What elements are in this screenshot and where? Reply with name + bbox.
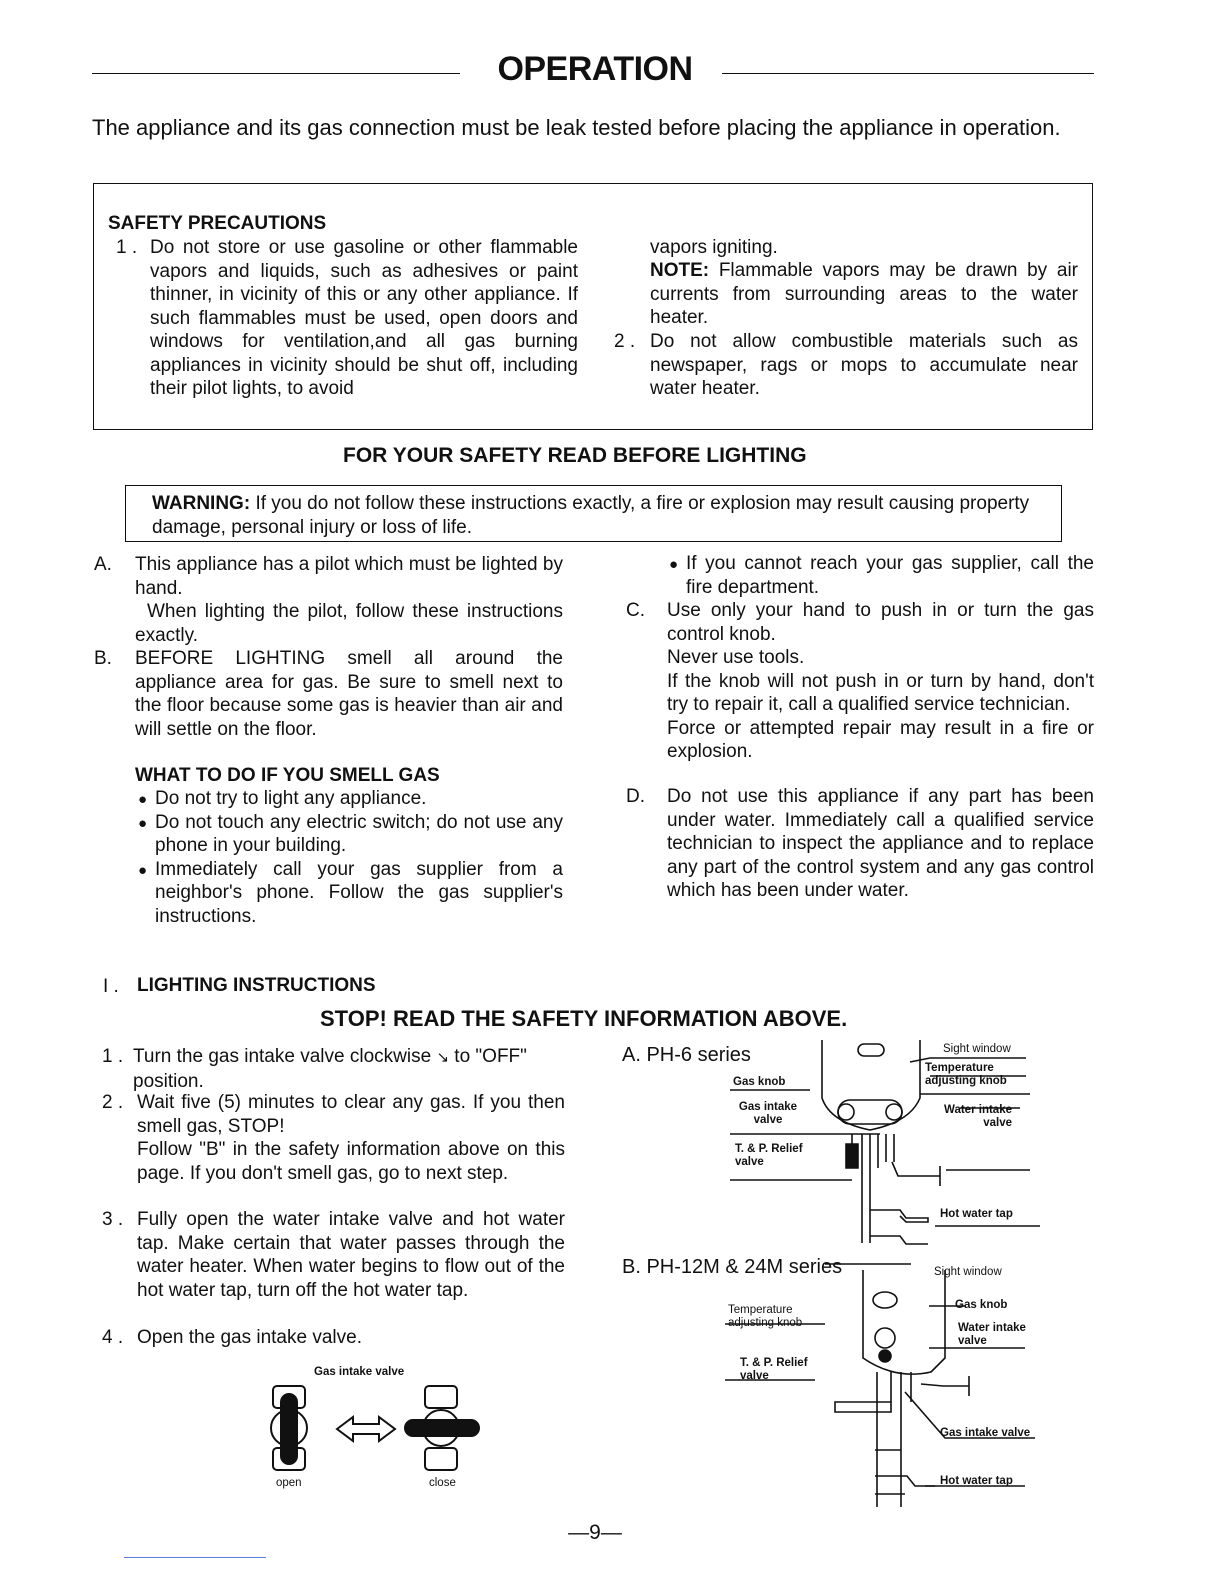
lighting-section-title: LIGHTING INSTRUCTIONS (137, 975, 376, 996)
page-title: OPERATION (497, 50, 693, 88)
item-c-letter: C. (626, 600, 645, 621)
b-tp-relief-valve-label: T. & P. Relief valve (740, 1357, 808, 1382)
warning-label: WARNING: (152, 493, 251, 514)
header-rule-left (92, 73, 460, 74)
step-2-number: 2 . (102, 1092, 124, 1113)
double-arrow-icon (337, 1417, 395, 1441)
stop-heading: STOP! READ THE SAFETY INFORMATION ABOVE. (320, 1006, 848, 1031)
b-temperature-knob-label: Temperature adjusting knob (728, 1304, 803, 1329)
valve-close-label: close (429, 1477, 456, 1489)
step-2-line-1: Wait five (5) minutes to clear any gas. If you then smell gas, STOP! (137, 1092, 565, 1137)
a-gas-knob-label: Gas knob (733, 1076, 786, 1088)
a-tp-relief-valve-label: T. & P. Relief valve (735, 1143, 803, 1168)
b-water-intake-valve-label: Water intake valve (958, 1322, 1026, 1347)
item-a-text-2: When lighting the pilot, follow these instructions exactly. (135, 601, 563, 646)
step-1-text-a: Turn the gas intake valve clockwise (133, 1046, 432, 1067)
a-temperature-knob-label: Temperature adjusting knob (925, 1062, 1007, 1087)
header-rule-right (722, 73, 1094, 74)
note-text: Flammable vapors may be drawn by air currents from surrounding areas to the water heater. (650, 260, 1078, 328)
step-1-text-b: to "OFF" position. (133, 1046, 527, 1092)
diagram-a-title: A. PH-6 series (622, 1044, 751, 1066)
item-b-letter: B. (94, 648, 112, 669)
step-2-text (137, 1091, 565, 1185)
note-label: NOTE: (650, 260, 710, 281)
precaution-1-text: Do not store or use gasoline or other flammable vapors and liquids, such as adhesives or paint thinner, in vicinity of this or any other appliance. If such flammables must be used, open doors and windows for ventilation,and all gas burning appliances in vicinity should be shut off, including their pilot lights, to avoid (150, 237, 578, 399)
precaution-2-text: Do not allow combustible materials such as newspaper, rags or mops to accumulate near water heater. (650, 331, 1078, 399)
step-3-number: 3 . (102, 1209, 124, 1230)
intro-text: The appliance and its gas connection must be leak tested before placing the appliance in operation. (92, 115, 1061, 140)
step-1-number: 1 . (102, 1046, 124, 1067)
safety-precautions-title: SAFETY PRECAUTIONS (108, 213, 327, 234)
step-3-text: Fully open the water intake valve and hot water tap. Make certain that water passes through the water heater. When water begins to flow out of the hot water tap, turn off the hot water tap. (137, 1209, 565, 1301)
valve-close-icon (405, 1386, 479, 1470)
clockwise-arrow-icon: ↘ (436, 1049, 450, 1066)
valve-figure-caption: Gas intake valve (314, 1366, 405, 1378)
item-c-text (667, 599, 1094, 764)
warning-text (152, 492, 1052, 539)
item-c-line-4: Force or attempted repair may result in a fire or explosion. (667, 717, 1094, 762)
precaution-1-continued: vapors igniting. (650, 237, 778, 258)
step-1-text (133, 1045, 573, 1093)
item-d-letter: D. (626, 786, 645, 807)
diagram-b-title: B. PH-12M & 24M series (622, 1256, 843, 1278)
item-c-line-2: Never use tools. (667, 647, 805, 668)
gas-bullet-2: ● Do not touch any electric switch; do not use any phone in your building. (155, 811, 563, 858)
valve-figure (255, 1382, 495, 1482)
valve-open-icon (271, 1386, 307, 1470)
item-a-letter: A. (94, 554, 112, 575)
step-4-text: Open the gas intake valve. (137, 1327, 362, 1348)
item-b-text: BEFORE LIGHTING smell all around the appliance area for gas. Be sure to smell next to the floor because some gas is heavier than air and will settle on the floor. (135, 648, 563, 740)
a-hot-water-tap-label: Hot water tap (940, 1208, 1013, 1220)
lighting-section-number: I . (103, 976, 119, 997)
step-2-line-2: Follow "B" in the safety information above on this page. If you don't smell gas, go to next step. (137, 1139, 565, 1184)
a-water-intake-valve-label: Water intake valve (944, 1104, 1012, 1129)
step-4-number: 4 . (102, 1327, 124, 1348)
a-sight-window-label: Sight window (943, 1043, 1011, 1055)
page-number: —9— (568, 1521, 622, 1544)
gas-bullet-4-wrap (686, 552, 1094, 599)
precaution-1-number: 1 . (116, 237, 138, 258)
item-c-line-3: If the knob will not push in or turn by hand, don't try to repair it, call a qualified service technician. (667, 670, 1094, 715)
gas-bullet-4: ● If you cannot reach your gas supplier, call the fire department. (686, 552, 1094, 599)
item-c-line-1: Use only your hand to push in or turn the gas control knob. (667, 600, 1094, 645)
precaution-2-number: 2 . (614, 331, 636, 352)
for-your-safety-heading: FOR YOUR SAFETY READ BEFORE LIGHTING (343, 444, 807, 467)
b-gas-intake-valve-label: Gas intake valve (940, 1427, 1031, 1439)
gas-bullet-list (155, 787, 563, 928)
valve-open-label: open (276, 1477, 302, 1489)
item-d-text: Do not use this appliance if any part has been under water. Immediately call a qualified service technician to inspect the appliance and to replace any part of the control system and any gas control which has been under water. (667, 786, 1094, 901)
gas-bullet-1: ● Do not try to light any appliance. (155, 787, 563, 811)
precaution-note (650, 259, 1078, 330)
b-gas-knob-label: Gas knob (955, 1299, 1008, 1311)
item-a-text: This appliance has a pilot which must be lighted by hand. (135, 554, 563, 599)
footer-link-rule (124, 1557, 266, 1558)
b-hot-water-tap-label: Hot water tap (940, 1475, 1013, 1487)
gas-bullet-3: ● Immediately call your gas supplier from a neighbor's phone. Follow the gas supplier's instructions. (155, 858, 563, 929)
warning-message: If you do not follow these instructions exactly, a fire or explosion may result causing property damage, personal injury or loss of life. (152, 493, 1030, 538)
b-sight-window-label: Sight window (934, 1266, 1002, 1278)
what-to-do-title: WHAT TO DO IF YOU SMELL GAS (135, 765, 440, 786)
a-gas-intake-valve-label: Gas intake valve (738, 1101, 798, 1126)
